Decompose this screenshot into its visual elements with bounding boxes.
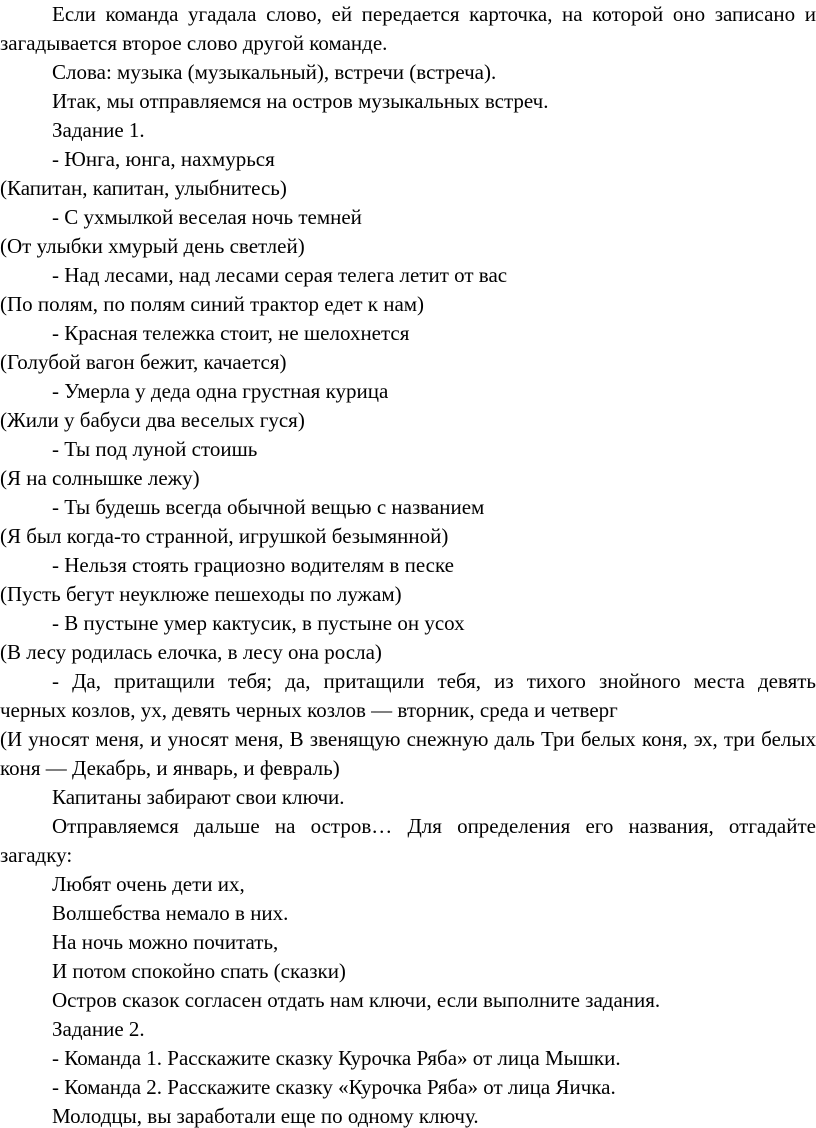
- text-line: загадку:: [0, 843, 73, 867]
- text-line: (Я на солнышке лежу): [0, 466, 200, 490]
- text-line: (В лесу родилась елочка, в лесу она росла): [0, 640, 382, 664]
- text-line: - Нельзя стоять грациозно водителям в песке: [52, 553, 455, 577]
- text-line: - Команда 1. Расскажите сказку Курочка Ряба» от лица Мышки.: [52, 1046, 621, 1070]
- text-line: - Юнга, юнга, нахмурься: [52, 147, 275, 171]
- text-line: Задание 1.: [52, 118, 145, 142]
- text-line: На ночь можно почитать,: [52, 930, 279, 954]
- text-line: Если команда угадала слово, ей передается карточка, на которой оно записано и: [52, 2, 816, 26]
- text-line: Задание 2.: [52, 1017, 145, 1041]
- text-line: - Умерла у деда одна грустная курица: [52, 379, 389, 403]
- text-line: (По полям, по полям синий трактор едет к нам): [0, 292, 425, 316]
- text-line: (Жили у бабуси два веселых гуся): [0, 408, 305, 432]
- text-line: - Ты под луной стоишь: [52, 437, 258, 461]
- text-line: коня — Декабрь, и январь, и февраль): [0, 756, 340, 780]
- text-line: Любят очень дети их,: [52, 872, 245, 896]
- text-line: - В пустыне умер кактусик, в пустыне он усох: [52, 611, 465, 635]
- text-line: - Команда 2. Расскажите сказку «Курочка Ряба» от лица Яичка.: [52, 1075, 616, 1099]
- text-line: (Пусть бегут неуклюже пешеходы по лужам): [0, 582, 402, 606]
- text-line: (Капитан, капитан, улыбнитесь): [0, 176, 287, 200]
- text-line: черных козлов, ух, девять черных козлов — вторник, среда и четверг: [0, 698, 618, 722]
- text-line: загадывается второе слово другой команде.: [0, 31, 388, 55]
- text-line: Отправляемся дальше на остров… Для определения его названия, отгадайте: [52, 814, 816, 838]
- text-line: Итак, мы отправляемся на остров музыкальных встреч.: [52, 89, 549, 113]
- text-line: (От улыбки хмурый день светлей): [0, 234, 305, 258]
- text-line: - С ухмылкой веселая ночь темней: [52, 205, 362, 229]
- text-line: Капитаны забирают свои ключи.: [52, 785, 345, 809]
- text-line: Слова: музыка (музыкальный), встречи (встреча).: [52, 60, 497, 84]
- text-line: - Да, притащили тебя; да, притащили тебя, из тихого знойного места девять: [52, 669, 816, 693]
- text-line: (И уносят меня, и уносят меня, В звенящую снежную даль Три белых коня, эх, три белых: [0, 727, 816, 751]
- text-line: (Голубой вагон бежит, качается): [0, 350, 287, 374]
- text-line: (Я был когда-то странной, игрушкой безымянной): [0, 524, 449, 548]
- text-line: - Ты будешь всегда обычной вещью с названием: [52, 495, 485, 519]
- text-line: Молодцы, вы заработали еще по одному ключу.: [52, 1104, 479, 1128]
- text-line: И потом спокойно спать (сказки): [52, 959, 346, 983]
- text-line: - Над лесами, над лесами серая телега летит от вас: [52, 263, 508, 287]
- text-line: - Красная тележка стоит, не шелохнется: [52, 321, 410, 345]
- text-line: Остров сказок согласен отдать нам ключи, если выполните задания.: [52, 988, 661, 1012]
- text-line: Волшебства немало в них.: [52, 901, 289, 925]
